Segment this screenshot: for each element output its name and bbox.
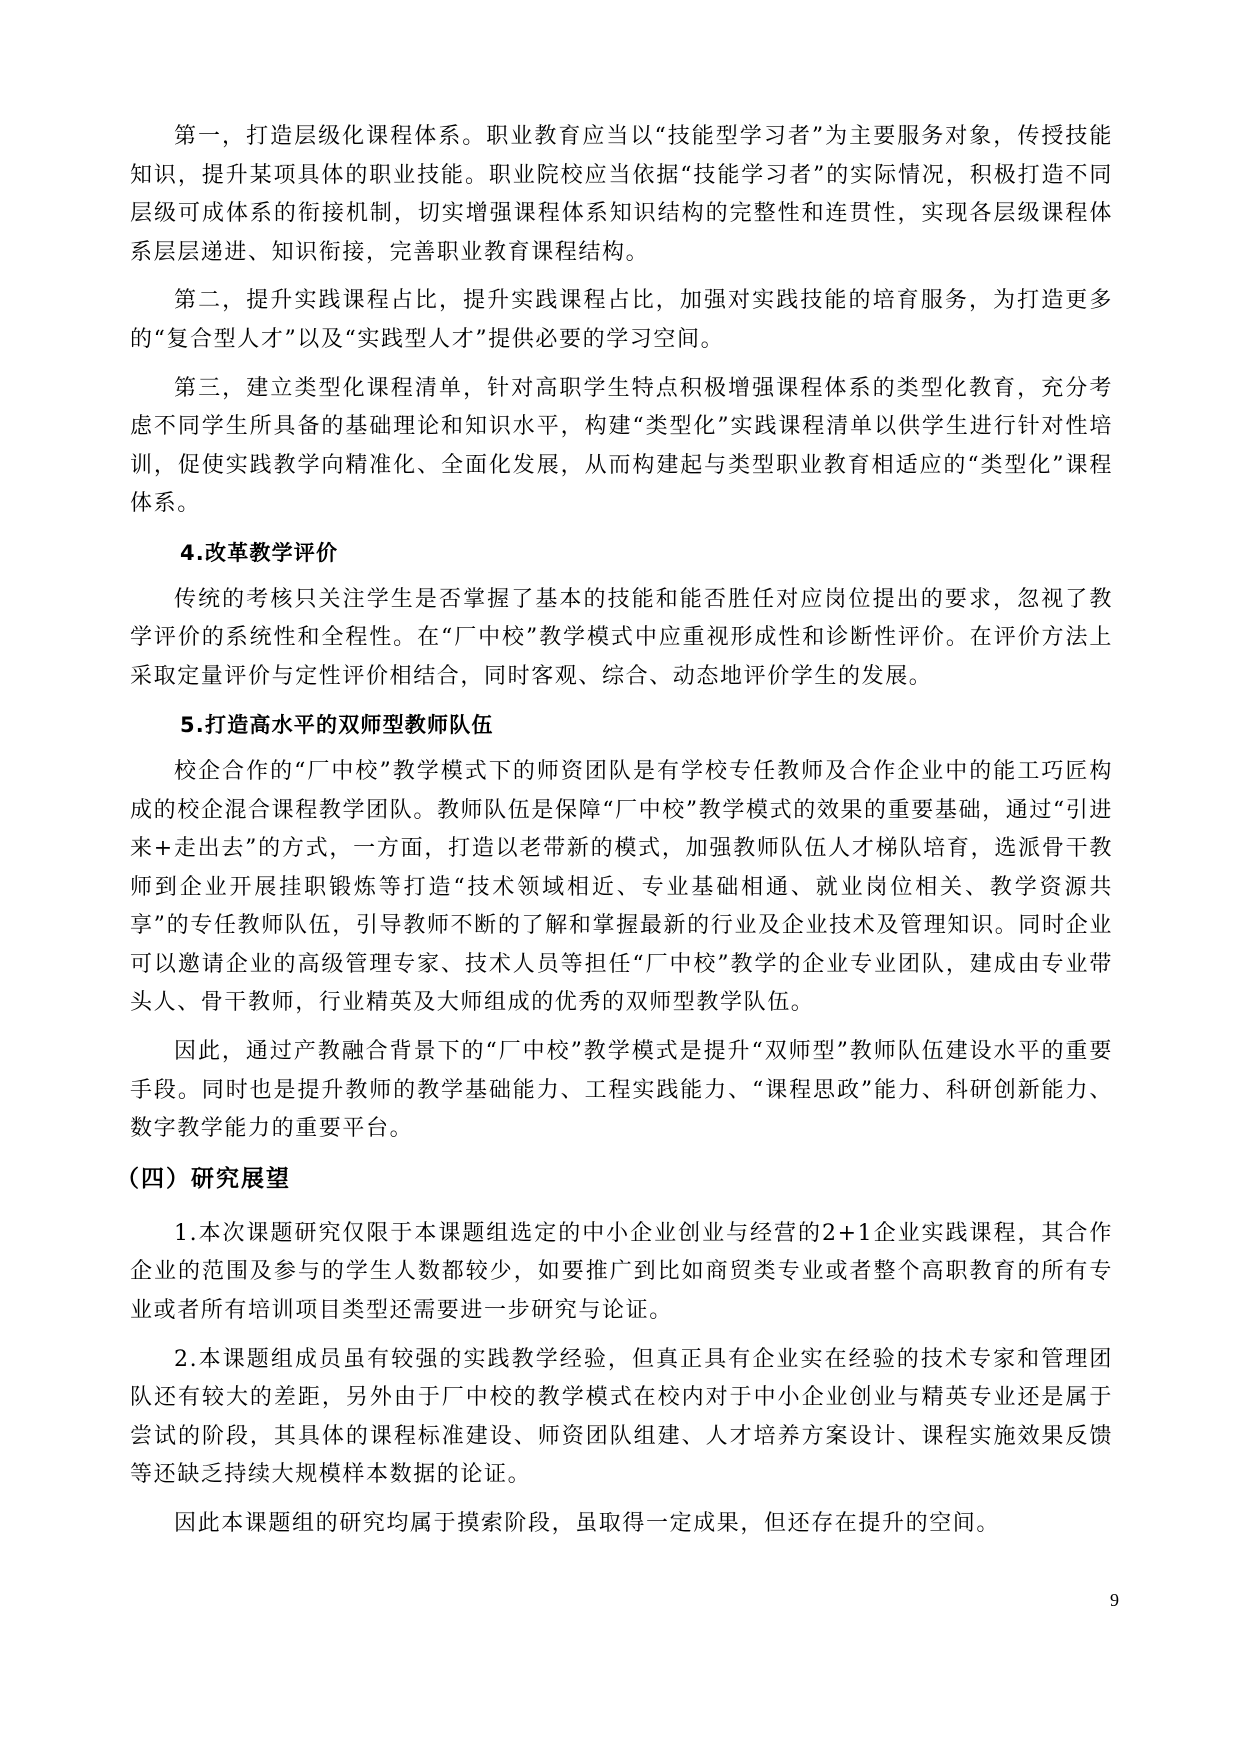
outlook-heading: （四）研究展望 (116, 1165, 291, 1192)
paragraph-tier-curriculum: 第一，打造层级化课程体系。职业教育应当以“技能型学习者”为主要服务对象，传授技能知识，提升某项具体的职业技能。职业院校应当依据“技能学习者”的实际情况，积极打造不同层级可成体系的衔接机制，切实增强课程体系知识结构的完整性和连贯性，实现各层级课程体系层层递进、知识衔接，完善职业教育课程结构。 (130, 124, 1113, 265)
outlook-paragraph-1: 1.本次课题研究仅限于本课题组选定的中小企业创业与经营的2+1企业实践课程，其合作企业的范围及参与的学生人数都较少，如要推广到比如商贸类专业或者整个高职教育的所有专业或者所有培训项目类型还需要进一步研究与论证。 (130, 1220, 1113, 1324)
section-5-paragraph-2: 因此，通过产教融合背景下的“厂中校”教学模式是提升“双师型”教师队伍建设水平的重要手段。同时也是提升教师的教学基础能力、工程实践能力、“课程思政”能力、科研创新能力、数字教学能力的重要平台。 (130, 1039, 1113, 1142)
section-4-paragraph: 传统的考核只关注学生是否掌握了基本的技能和能否胜任对应岗位提出的要求，忽视了教学评价的系统性和全程性。在“厂中校”教学模式中应重视形成性和诊断性评价。在评价方法上采取定量评价与定性评价相结合，同时客观、综合、动态地评价学生的发展。 (130, 586, 1113, 689)
page-content (116, 118, 1113, 1554)
paragraph-type-list: 第三，建立类型化课程清单，针对高职学生特点积极增强课程体系的类型化教育，充分考虑不同学生所具备的基础理论和知识水平，构建“类型化”实践课程清单以供学生进行针对性培训，促使实践教学向精准化、全面化发展，从而构建起与类型职业教育相适应的“类型化”课程体系。 (130, 375, 1113, 517)
paragraph-practice-ratio: 第二，提升实践课程占比，提升实践课程占比，加强对实践技能的培育服务，为打造更多的“复合型人才”以及“实践型人才”提供必要的学习空间。 (130, 288, 1113, 352)
section-5-heading: 5.打造高水平的双师型教师队伍 (180, 713, 494, 738)
section-4-heading: 4.改革教学评价 (180, 540, 339, 565)
section-5-paragraph-1: 校企合作的“厂中校”教学模式下的师资团队是有学校专任教师及合作企业中的能工巧匠构成的校企混合课程教学团队。教师队伍是保障“厂中校”教学模式的效果的重要基础，通过“引进来+走出去”的方式，一方面，打造以老带新的模式，加强教师队伍人才梯队培育，选派骨干教师到企业开展挂职锻炼等打造“技术领域相近、专业基础相通、就业岗位相关、教学资源共享”的专任教师队伍，引导教师不断的了解和掌握最新的行业及企业技术及管理知识。同时企业可以邀请企业的高级管理专家、技术人员等担任“厂中校”教学的企业专业团队，建成由专业带头人、骨干教师，行业精英及大师组成的优秀的双师型教学队伍。 (130, 758, 1113, 1016)
outlook-paragraph-2: 2.本课题组成员虽有较强的实践教学经验，但真正具有企业实在经验的技术专家和管理团队还有较大的差距，另外由于厂中校的教学模式在校内对于中小企业创业与精英专业还是属于尝试的阶段，其具体的课程标准建设、师资团队组建、人才培养方案设计、课程实施效果反馈等还缺乏持续大规模样本数据的论证。 (130, 1346, 1113, 1488)
outlook-paragraph-3: 因此本课题组的研究均属于摸索阶段，虽取得一定成果，但还存在提升的空间。 (174, 1511, 1001, 1536)
page-number: 9 (1110, 1590, 1119, 1610)
